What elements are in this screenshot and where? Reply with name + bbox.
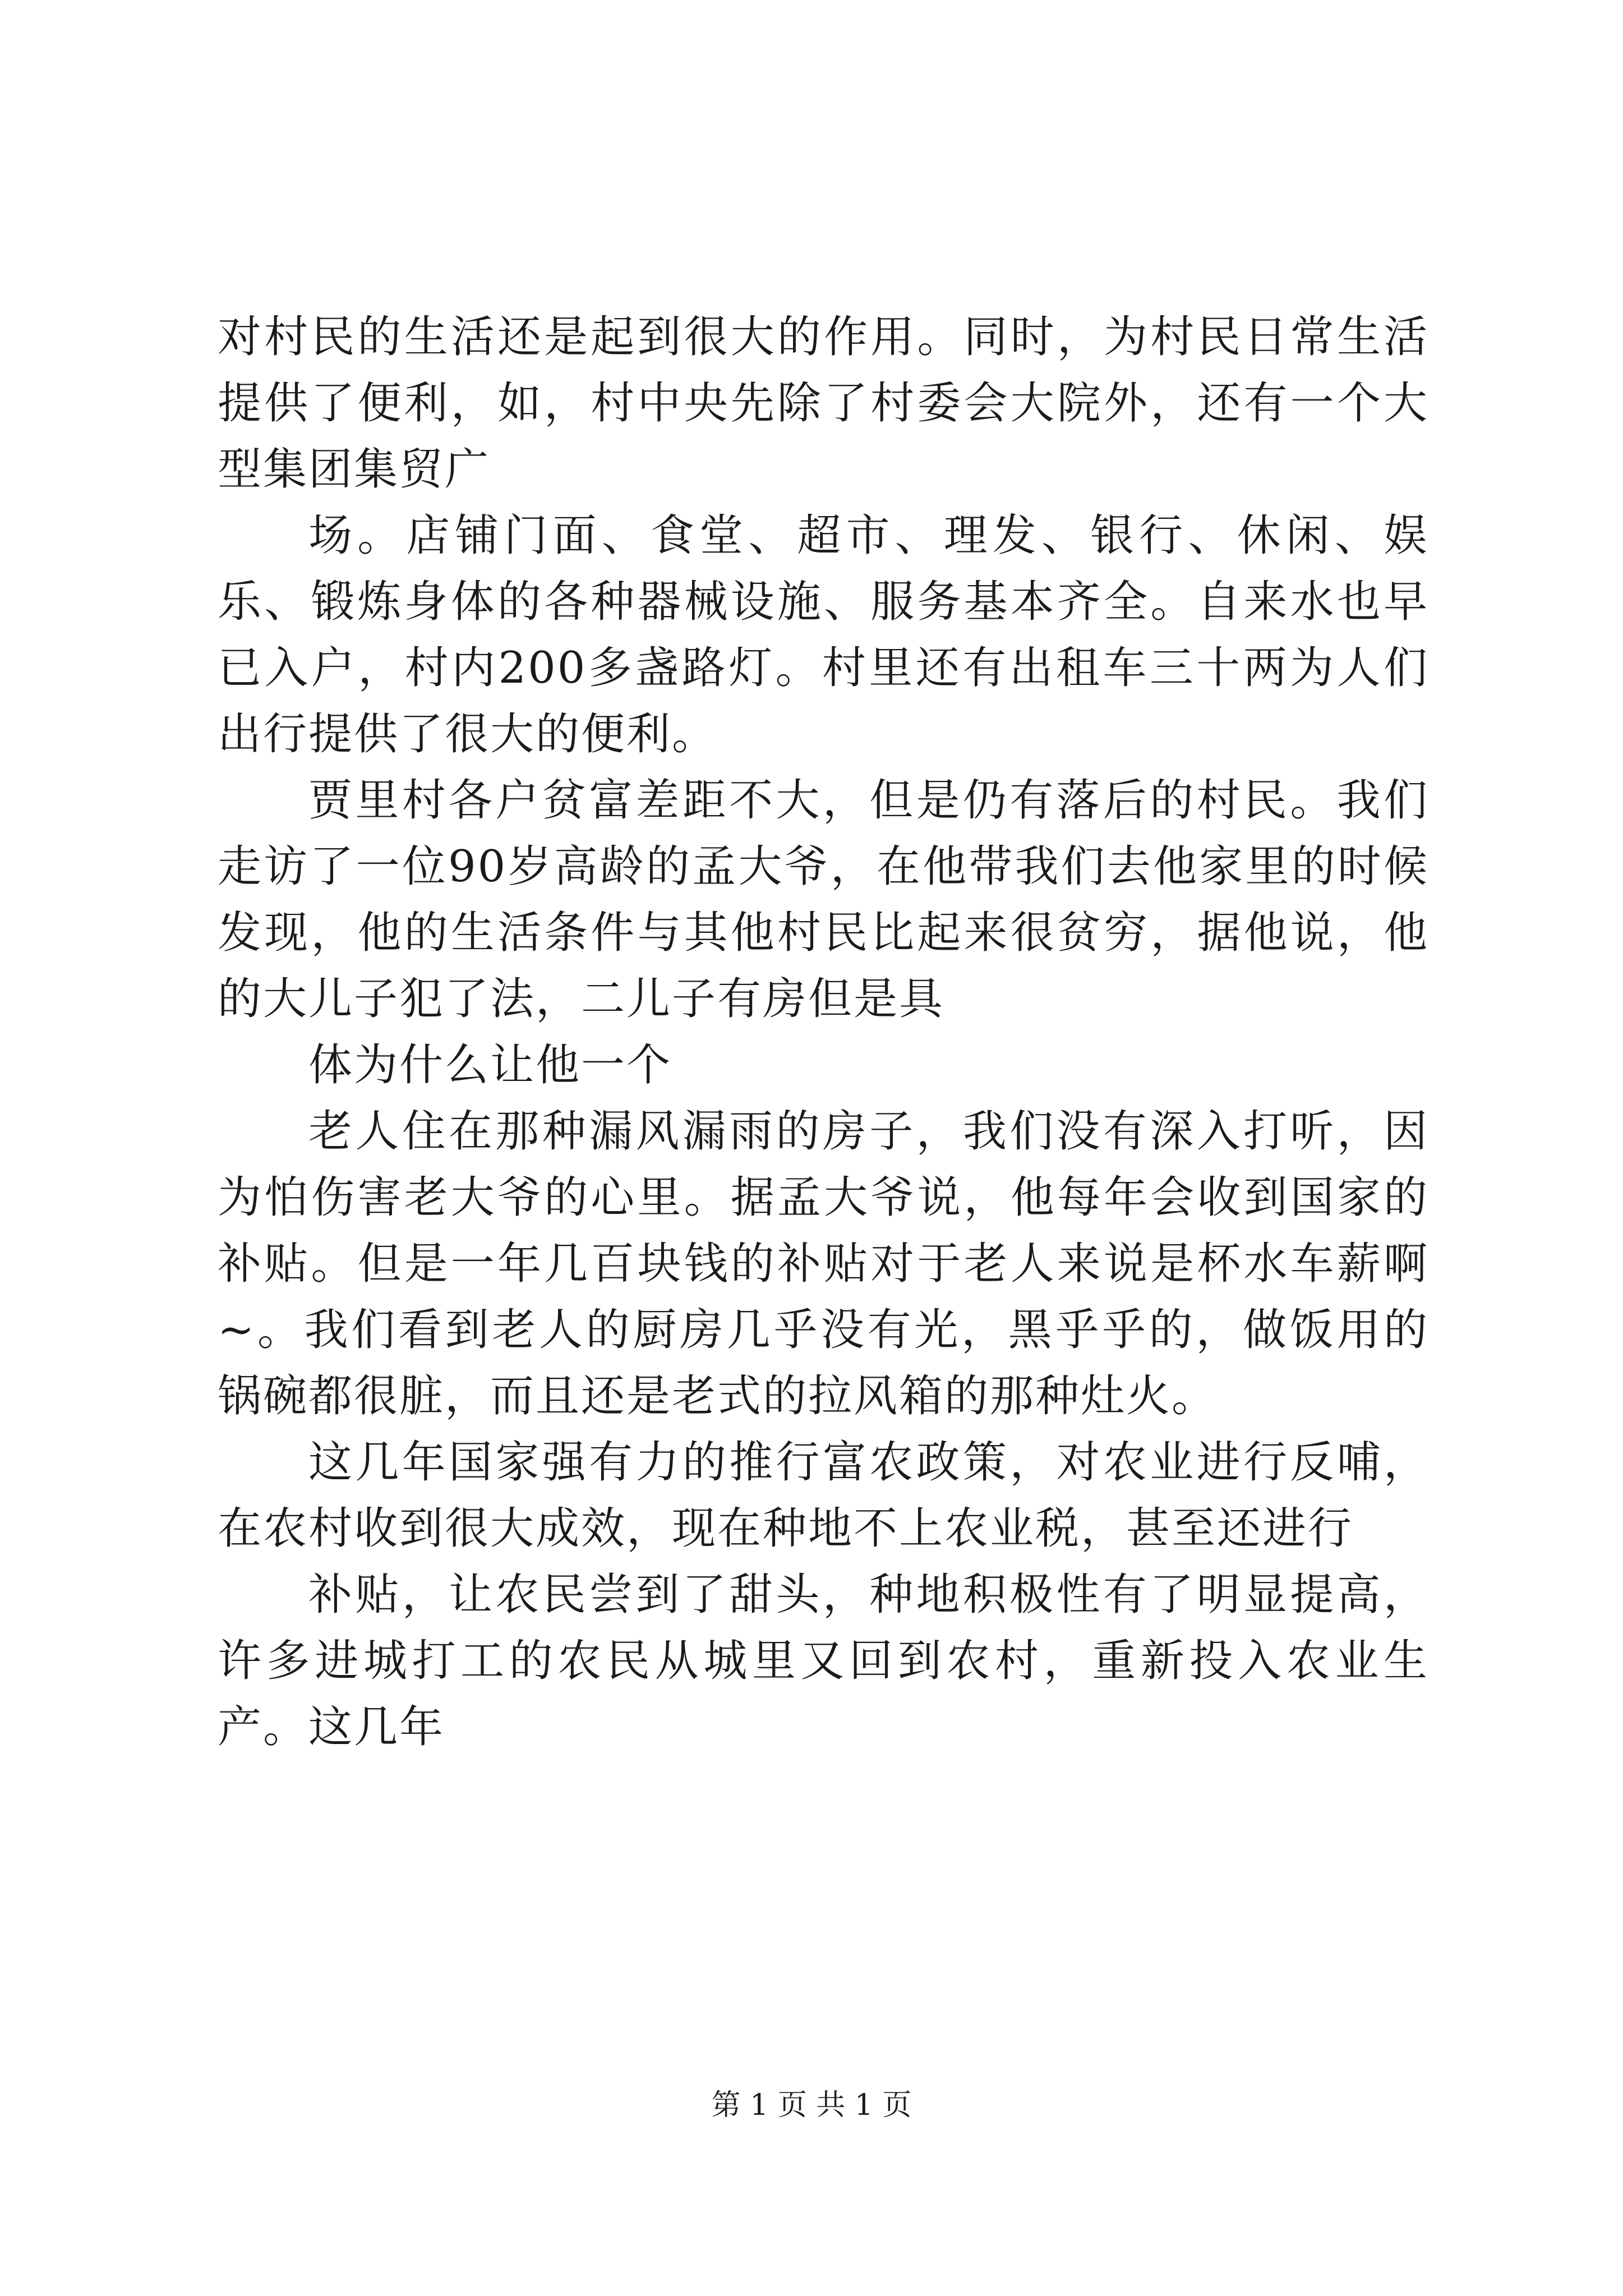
paragraph-1: 对村民的生活还是起到很大的作用。同时，为村民日常生活提供了便利，如，村中央先除了村委会大院外，还有一个大型集团集贸广 bbox=[218, 312, 1429, 495]
document-body bbox=[218, 304, 1429, 1760]
paragraph-7: 补贴，让农民尝到了甜头，种地积极性有了明显提高，许多进城打工的农民从城里又回到农村，重新投入农业生产。这几年 bbox=[218, 1570, 1429, 1752]
paragraph-2: 场。店铺门面、食堂、超市、理发、银行、休闲、娱乐、锻炼身体的各种器械设施、服务基本齐全。自来水也早已入户，村内200多盏路灯。村里还有出租车三十两为人们出行提供了很大的便利。 bbox=[218, 510, 1429, 760]
paragraph-4: 体为什么让他一个 bbox=[308, 1040, 672, 1091]
paragraph-5: 老人住在那种漏风漏雨的房子，我们没有深入打听，因为怕伤害老大爷的心里。据孟大爷说，他每年会收到国家的补贴。但是一年几百块钱的补贴对于老人来说是杯水车薪啊~。我们看到老人的厨房几乎没有光，黑乎乎的，做饭用的锅碗都很脏，而且还是老式的拉风箱的那种灶火。 bbox=[218, 1106, 1429, 1421]
paragraph-3: 贾里村各户贫富差距不大，但是仍有落后的村民。我们走访了一位90岁高龄的孟大爷，在他带我们去他家里的时候发现，他的生活条件与其他村民比起来很贫穷，据他说，他的大儿子犯了法，二儿子有房但是具 bbox=[218, 775, 1429, 1024]
page-footer: 第 1 页 共 1 页 bbox=[711, 2088, 912, 2122]
paragraph-6: 这几年国家强有力的推行富农政策，对农业进行反哺，在农村收到很大成效，现在种地不上农业税，甚至还进行 bbox=[218, 1437, 1429, 1554]
